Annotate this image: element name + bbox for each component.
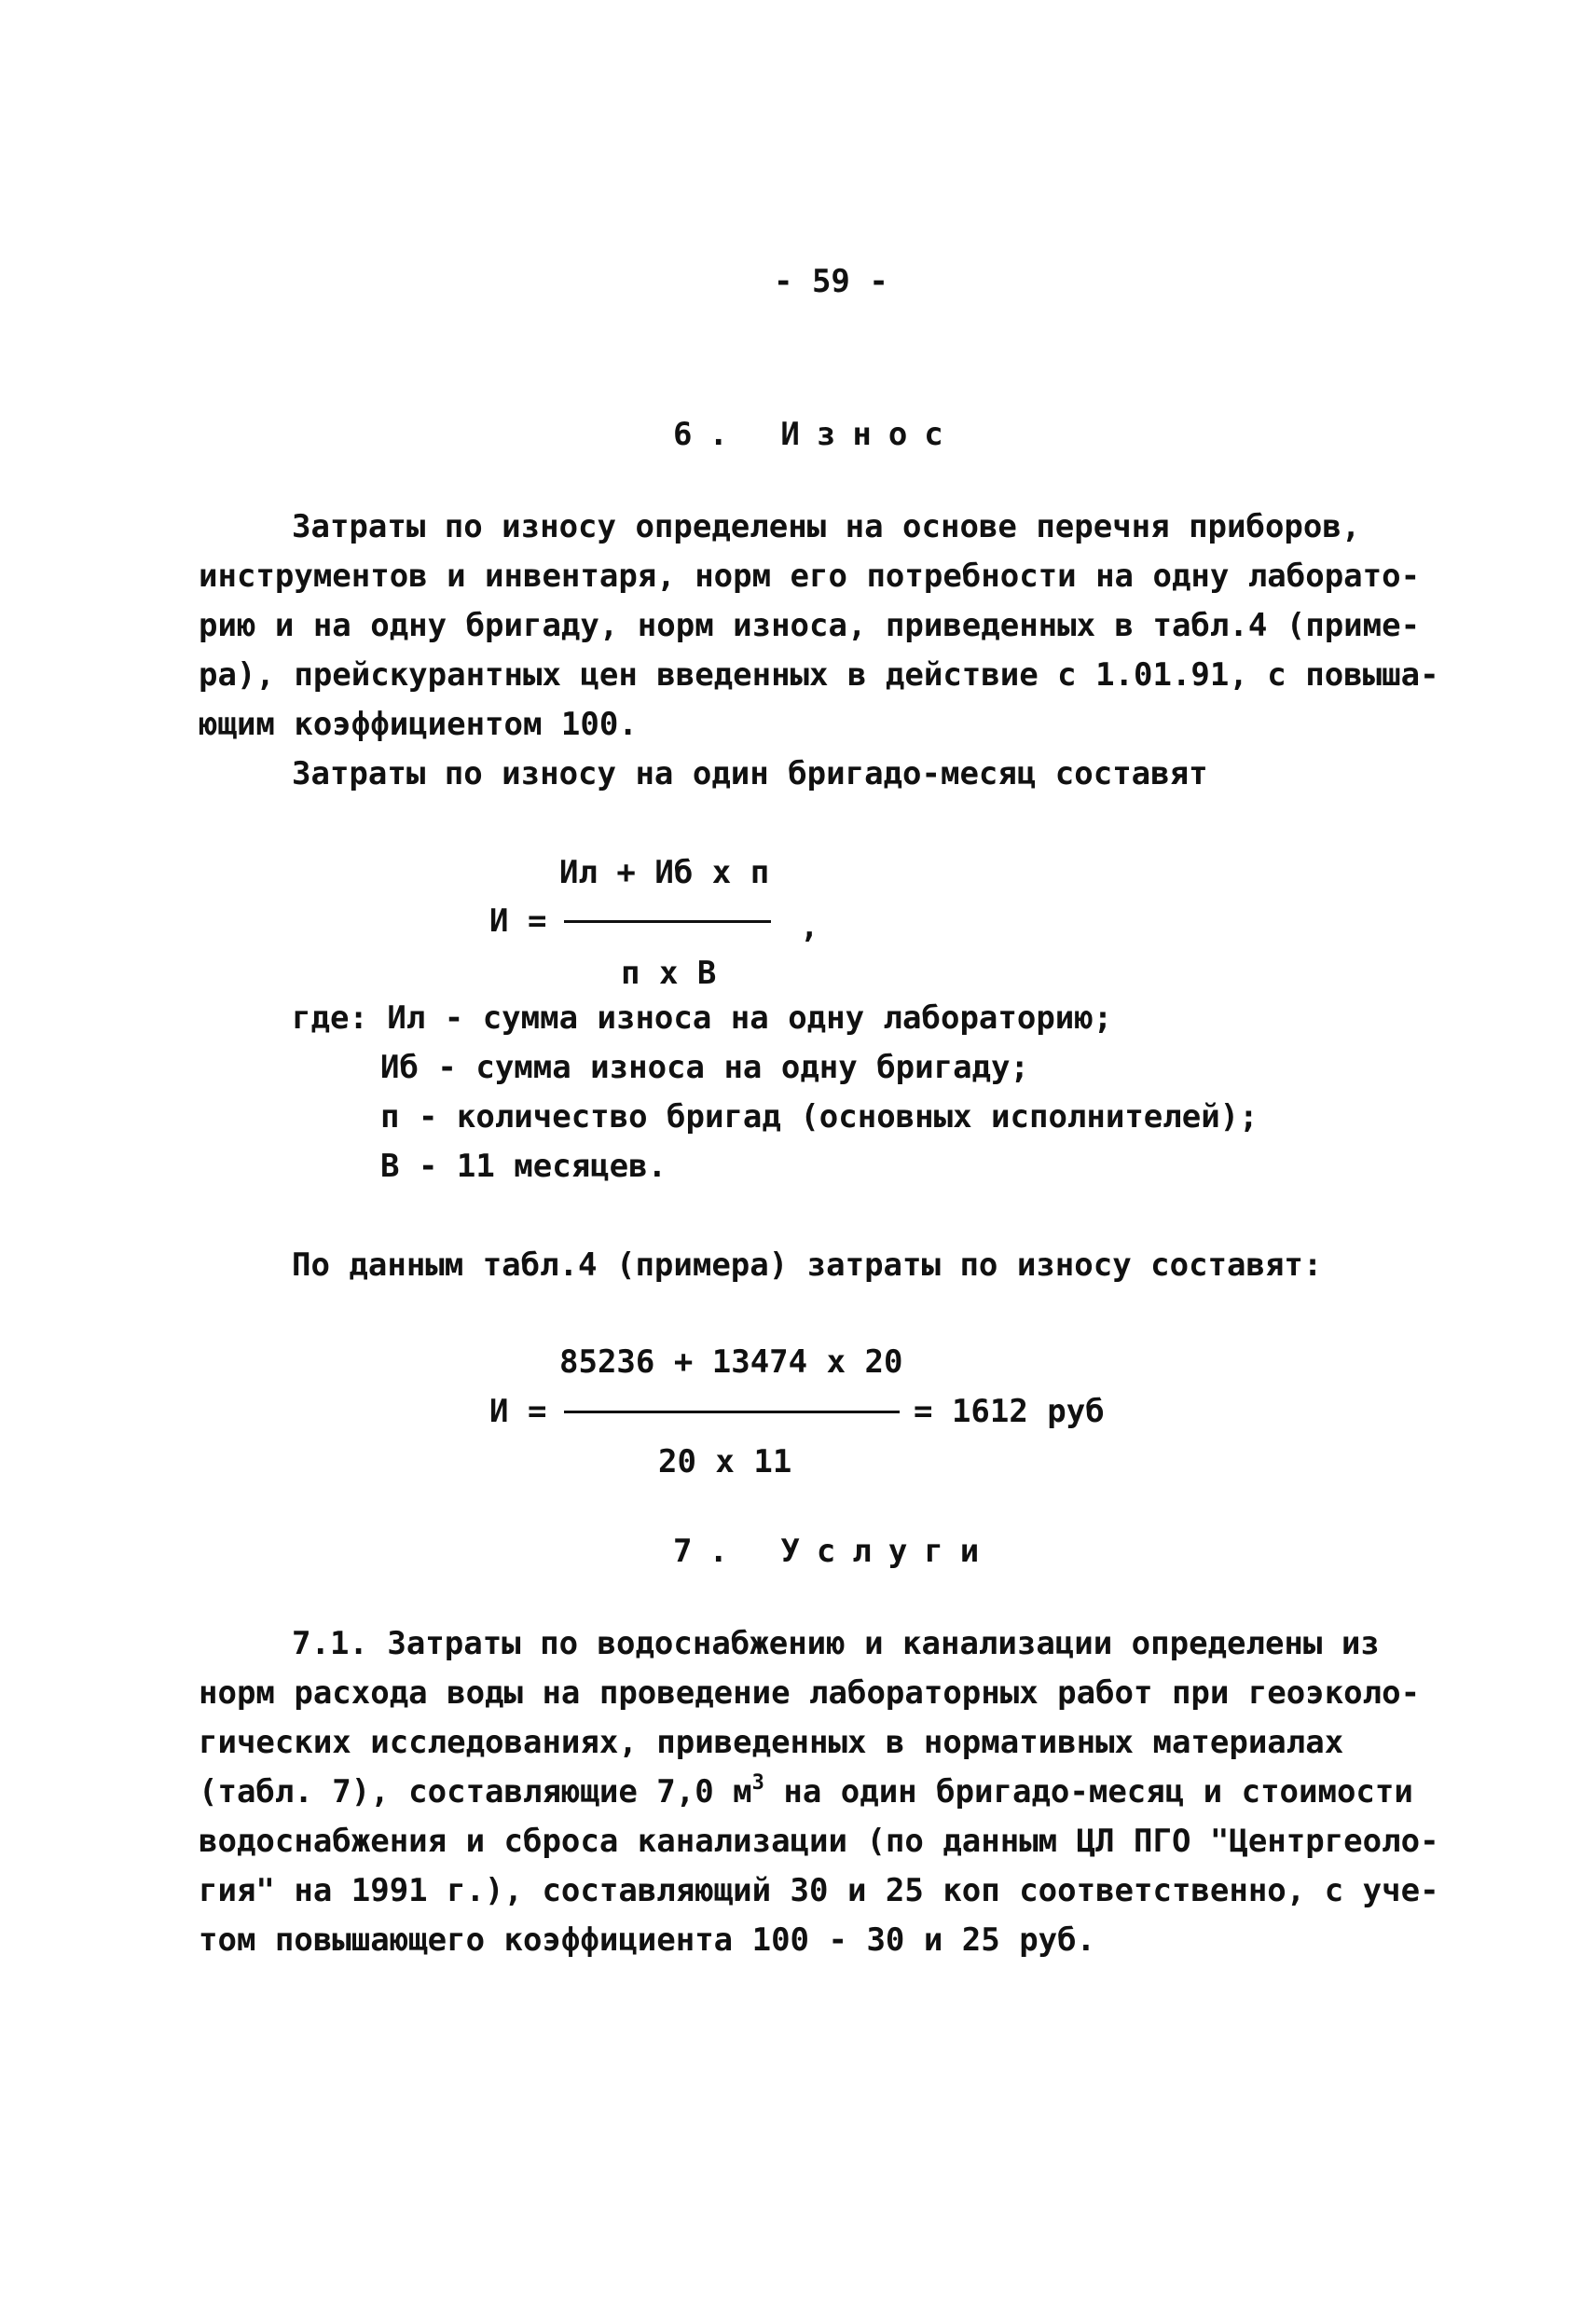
where-line: где: Ил - сумма износа на одну лабораторию; <box>292 999 1113 1037</box>
paragraph-line: ра), прейскурантных цен введенных в действие с 1.01.91, с повыша- <box>199 656 1439 694</box>
paragraph-line: норм расхода воды на проведение лабораторных работ при геоэколо- <box>199 1674 1421 1712</box>
paragraph-line: том повышающего коэффициента 100 - 30 и 25 руб. <box>199 1921 1096 1959</box>
section-6-intro-line: Затраты по износу на один бригадо-месяц составят <box>292 755 1208 792</box>
formula-1-fraction-bar <box>564 920 771 923</box>
formula-1-numerator: Ил + Иб х п <box>559 854 770 891</box>
paragraph-line: Затраты по износу определены на основе перечня приборов, <box>292 508 1361 545</box>
section-6-heading: 6. Износ <box>673 416 960 453</box>
paragraph-line: гических исследованиях, приведенных в нормативных материалах <box>199 1724 1344 1761</box>
formula-1-denominator: п х В <box>621 955 717 992</box>
formula-2-denominator: 20 х 11 <box>658 1443 792 1480</box>
where-line: п - количество бригад (основных исполнителей); <box>380 1098 1259 1136</box>
paragraph-line: инструментов и инвентаря, норм его потребности на одну лаборато- <box>199 558 1421 595</box>
formula-2-lhs: И = <box>489 1393 547 1430</box>
paragraph-line: (табл. 7), составляющие 7,0 $м^3$ на один бригадо-месяц и стоимости <box>199 1771 1413 1810</box>
paragraph-line: ющим коэффициентом 100. <box>199 706 638 743</box>
formula-1-lhs: И = <box>489 902 547 940</box>
paragraph-line: гия" на 1991 г.), составляющий 30 и 25 коп соответственно, с уче- <box>199 1872 1439 1909</box>
formula-2-numerator: 85236 + 13474 х 20 <box>559 1343 903 1381</box>
cubic-superscript: 3 <box>751 1771 764 1795</box>
formula-2-result: = 1612 руб <box>914 1393 1105 1430</box>
formula-1-comma: , <box>800 908 819 945</box>
paragraph-line: водоснабжения и сброса канализации (по данным ЦЛ ПГО "Центргеоло- <box>199 1823 1439 1860</box>
section-7-heading: 7. Услуги <box>673 1533 997 1570</box>
paragraph-line: 7.1. Затраты по водоснабжению и канализации определены из <box>292 1625 1380 1662</box>
paragraph-line: рию и на одну бригаду, норм износа, приведенных в табл.4 (приме- <box>199 607 1421 644</box>
formula-2-fraction-bar <box>564 1411 900 1413</box>
page-number: - 59 - <box>774 263 888 300</box>
where-line: В - 11 месяцев. <box>380 1148 667 1185</box>
section-6-data-line: По данным табл.4 (примера) затраты по износу составят: <box>292 1246 1323 1284</box>
where-line: Иб - сумма износа на одну бригаду; <box>380 1049 1029 1086</box>
